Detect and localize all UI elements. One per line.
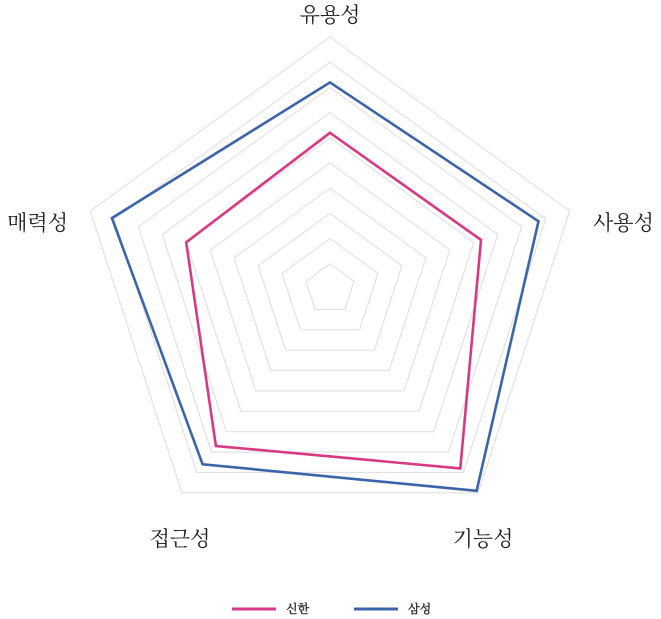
axis-label-layer [7, 3, 654, 551]
grid-ring-10 [90, 37, 569, 493]
legend-label-0: 신한 [286, 602, 310, 616]
series-layer [112, 82, 539, 490]
axis-label-2: 기능성 [452, 527, 514, 551]
grid-ring-1 [306, 264, 354, 310]
legend [232, 601, 431, 616]
series-line-0 [186, 133, 481, 469]
series-line-1 [112, 82, 539, 490]
grid-ring-2 [282, 239, 378, 330]
legend-label-1: 삼성 [408, 602, 432, 616]
axis-label-1: 사용성 [593, 211, 654, 235]
grid-layer [90, 37, 569, 493]
grid-ring-8 [138, 87, 521, 452]
axis-label-4: 매력성 [7, 211, 68, 235]
axis-label-3: 접근성 [149, 527, 211, 551]
axis-label-0: 유용성 [299, 3, 361, 27]
